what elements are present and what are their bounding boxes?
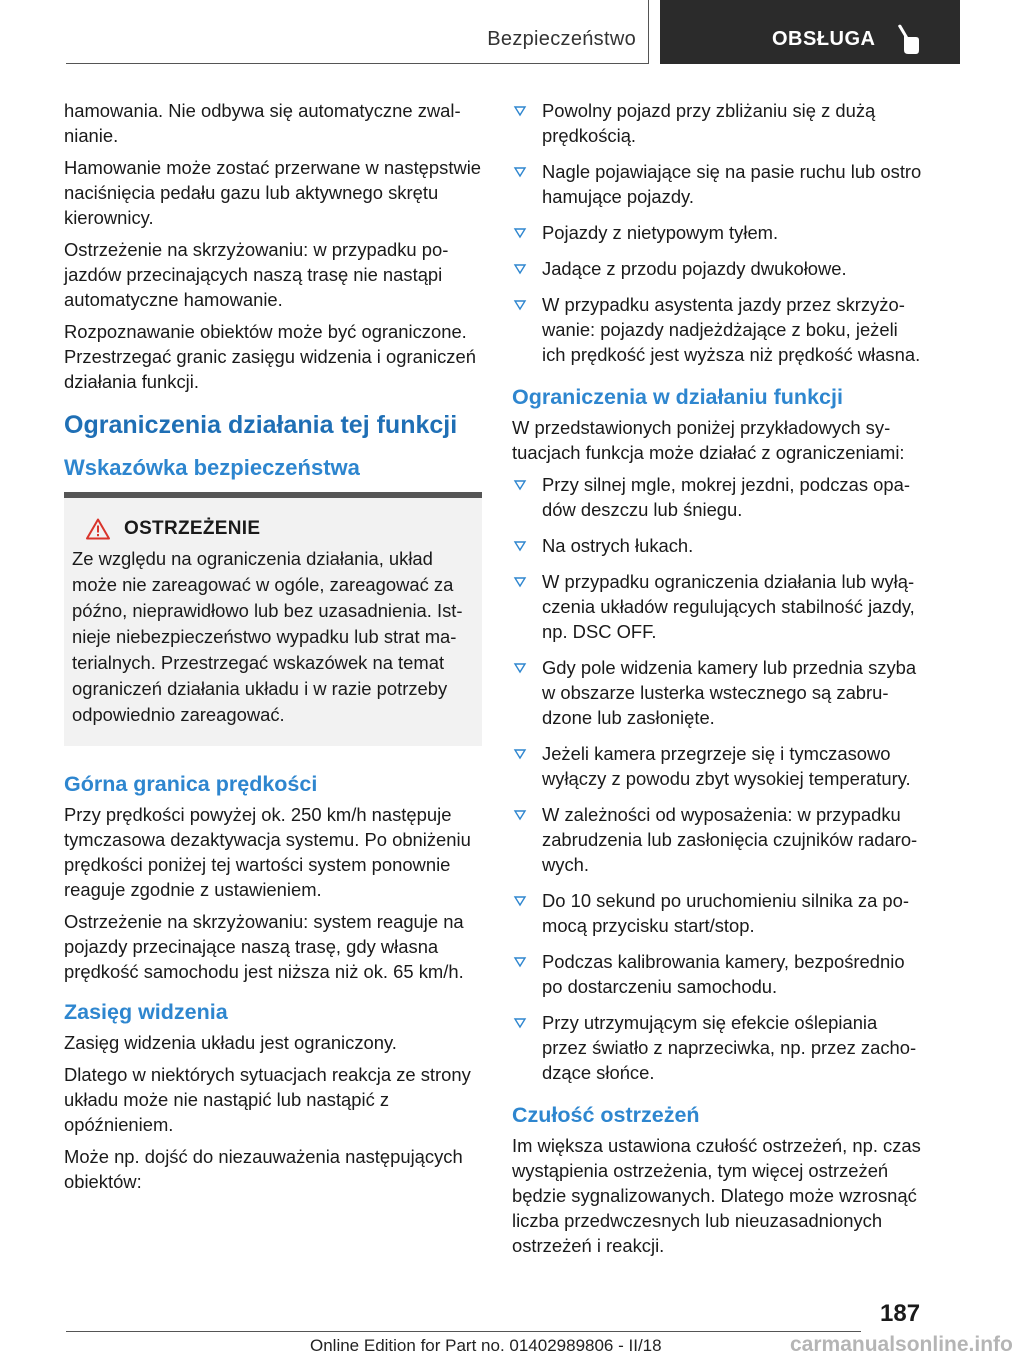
paragraph: Rozpoznawanie obiektów może być ograniczone. Przestrzegać granic zasięgu widzenia i ograniczeń działania funkcji. bbox=[64, 321, 476, 392]
page-number: 187 bbox=[880, 1300, 921, 1327]
paragraph: Dlatego w niektórych sytuacjach reakcja ze strony układu może nie nastąpić lub nastąpić z opóźnieniem. bbox=[64, 1064, 471, 1135]
objects-list bbox=[512, 98, 926, 367]
header-tab-label: OBSŁUGA bbox=[772, 28, 876, 50]
triangle-bullet-icon bbox=[514, 106, 526, 116]
subheading-speed: Górna granica prędkości bbox=[64, 772, 318, 796]
right-column bbox=[512, 98, 926, 1265]
paragraph: Hamowanie może zostać przerwane w następstwie naciśnięcia pedału gazu lub aktywnego skrętu kierownicy. bbox=[64, 157, 482, 228]
triangle-bullet-icon bbox=[514, 577, 526, 587]
footer-edition: Online Edition for Part no. 01402989806 - II/18 bbox=[310, 1336, 662, 1355]
list-item: Przy silnej mgle, mokrej jezdni, podczas opadów deszczu lub śniegu. bbox=[512, 472, 926, 522]
triangle-bullet-icon bbox=[514, 957, 526, 967]
subheading-func-limits: Ograniczenia w działaniu funkcji bbox=[512, 385, 843, 409]
paragraph: W przedstawionych poniżej przykładowych sytuacjach funkcja może działać z ograniczeniami: bbox=[512, 417, 905, 463]
paragraph: Im większa ustawiona czułość ostrzeżeń, np. czas wystąpienia ostrzeżenia, tym więcej ostrzeżeń będzie sygnalizowanych. Dlatego może wzrosnąć liczba przedwczesnych lub nieuzasadnionych ostrzeżeń i reakcji. bbox=[512, 1135, 921, 1256]
triangle-bullet-icon bbox=[514, 749, 526, 759]
list-item: W przypadku ograniczenia działania lub wyłączenia układów regulujących stabilność jazdy, np. DSC OFF. bbox=[512, 569, 926, 644]
pointing-hand-icon bbox=[894, 24, 920, 56]
warning-box bbox=[64, 492, 482, 746]
triangle-bullet-icon bbox=[514, 167, 526, 177]
list-item: Do 10 sekund po uruchomieniu silnika za pomocą przycisku start/stop. bbox=[512, 888, 926, 938]
list-item: Na ostrych łukach. bbox=[512, 533, 926, 558]
triangle-bullet-icon bbox=[514, 300, 526, 310]
header-section-title: Bezpieczeństwo bbox=[487, 28, 636, 50]
list-item: Podczas kalibrowania kamery, bezpośrednio po dostarczeniu samochodu. bbox=[512, 949, 926, 999]
paragraph: Zasięg widzenia układu jest ograniczony. bbox=[64, 1032, 397, 1053]
warning-header bbox=[72, 518, 472, 540]
footer-watermark: carmanualsonline.info bbox=[790, 1333, 1013, 1356]
paragraph: Przy prędkości powyżej ok. 250 km/h następuje tymczasowa dezaktywacja systemu. Po obniżeniu prędkości poniżej tej wartości system ponownie reaguje zgodnie z ustawieniem. bbox=[64, 804, 471, 900]
footer-divider bbox=[66, 1331, 861, 1332]
warning-text: Ze względu na ograniczenia działania, układ może nie zareagować w ogóle, zareagować za późno, nieprawidłowo lub bez uzasadnienia. Istnieje niebezpieczeństwo wypadku lub strat materialnych. Przestrzegać wskazówek na temat ograniczeń działania układu i w razie potrzeby odpowiednio zareagować. bbox=[72, 548, 463, 725]
list-item: Powolny pojazd przy zbliżaniu się z dużą prędkością. bbox=[512, 98, 926, 148]
list-item: Pojazdy z nietypowym tyłem. bbox=[512, 220, 926, 245]
triangle-bullet-icon bbox=[514, 480, 526, 490]
list-item: Jadące z przodu pojazdy dwukołowe. bbox=[512, 256, 926, 281]
triangle-bullet-icon bbox=[514, 228, 526, 238]
triangle-bullet-icon bbox=[514, 810, 526, 820]
paragraph: Ostrzeżenie na skrzyżowaniu: system reaguje na pojazdy przecinające naszą trasę, gdy własna prędkość samochodu jest niższa niż ok. 65 km/h. bbox=[64, 911, 464, 982]
warning-title: OSTRZEŻENIE bbox=[124, 518, 261, 539]
triangle-bullet-icon bbox=[514, 541, 526, 551]
subheading-sensitivity: Czułość ostrzeżeń bbox=[512, 1103, 700, 1127]
list-item: Jeżeli kamera przegrzeje się i tymczasowo wyłączy z powodu zbyt wysokiej temperatury. bbox=[512, 741, 926, 791]
list-item: Gdy pole widzenia kamery lub przednia szyba w obszarze lusterka wstecznego są zabrudzone lub zasłonięte. bbox=[512, 655, 926, 730]
header-tab[interactable] bbox=[660, 0, 960, 64]
list-item: W przypadku asystenta jazdy przez skrzyżowanie: pojazdy nadjeżdżające z boku, jeżeli ich prędkość jest wyższa niż prędkość własna. bbox=[512, 292, 926, 367]
list-item: Przy utrzymującym się efekcie oślepiania przez światło z naprzeciwka, np. przez zachodzące słońce. bbox=[512, 1010, 926, 1085]
paragraph: hamowania. Nie odbywa się automatyczne zwalnianie. bbox=[64, 100, 461, 146]
subheading-range: Zasięg widzenia bbox=[64, 1000, 228, 1024]
triangle-bullet-icon bbox=[514, 264, 526, 274]
paragraph: Może np. dojść do niezauważenia następujących obiektów: bbox=[64, 1146, 463, 1192]
triangle-bullet-icon bbox=[514, 896, 526, 906]
warning-triangle-icon bbox=[86, 518, 110, 540]
paragraph: Ostrzeżenie na skrzyżowaniu: w przypadku pojazdów przecinających naszą trasę nie nastąpi automatyczne hamowanie. bbox=[64, 239, 449, 310]
section-heading-limits: Ograniczenia działania tej funkcji bbox=[64, 411, 458, 439]
left-column bbox=[64, 98, 482, 1201]
func-limits-list bbox=[512, 472, 926, 1085]
triangle-bullet-icon bbox=[514, 663, 526, 673]
list-item: Nagle pojawiające się na pasie ruchu lub ostro hamujące pojazdy. bbox=[512, 159, 926, 209]
list-item: W zależności od wyposażenia: w przypadku zabrudzenia lub zasłonięcia czujników radarowych. bbox=[512, 802, 926, 877]
subheading-safety: Wskazówka bezpieczeństwa bbox=[64, 455, 360, 480]
triangle-bullet-icon bbox=[514, 1018, 526, 1028]
